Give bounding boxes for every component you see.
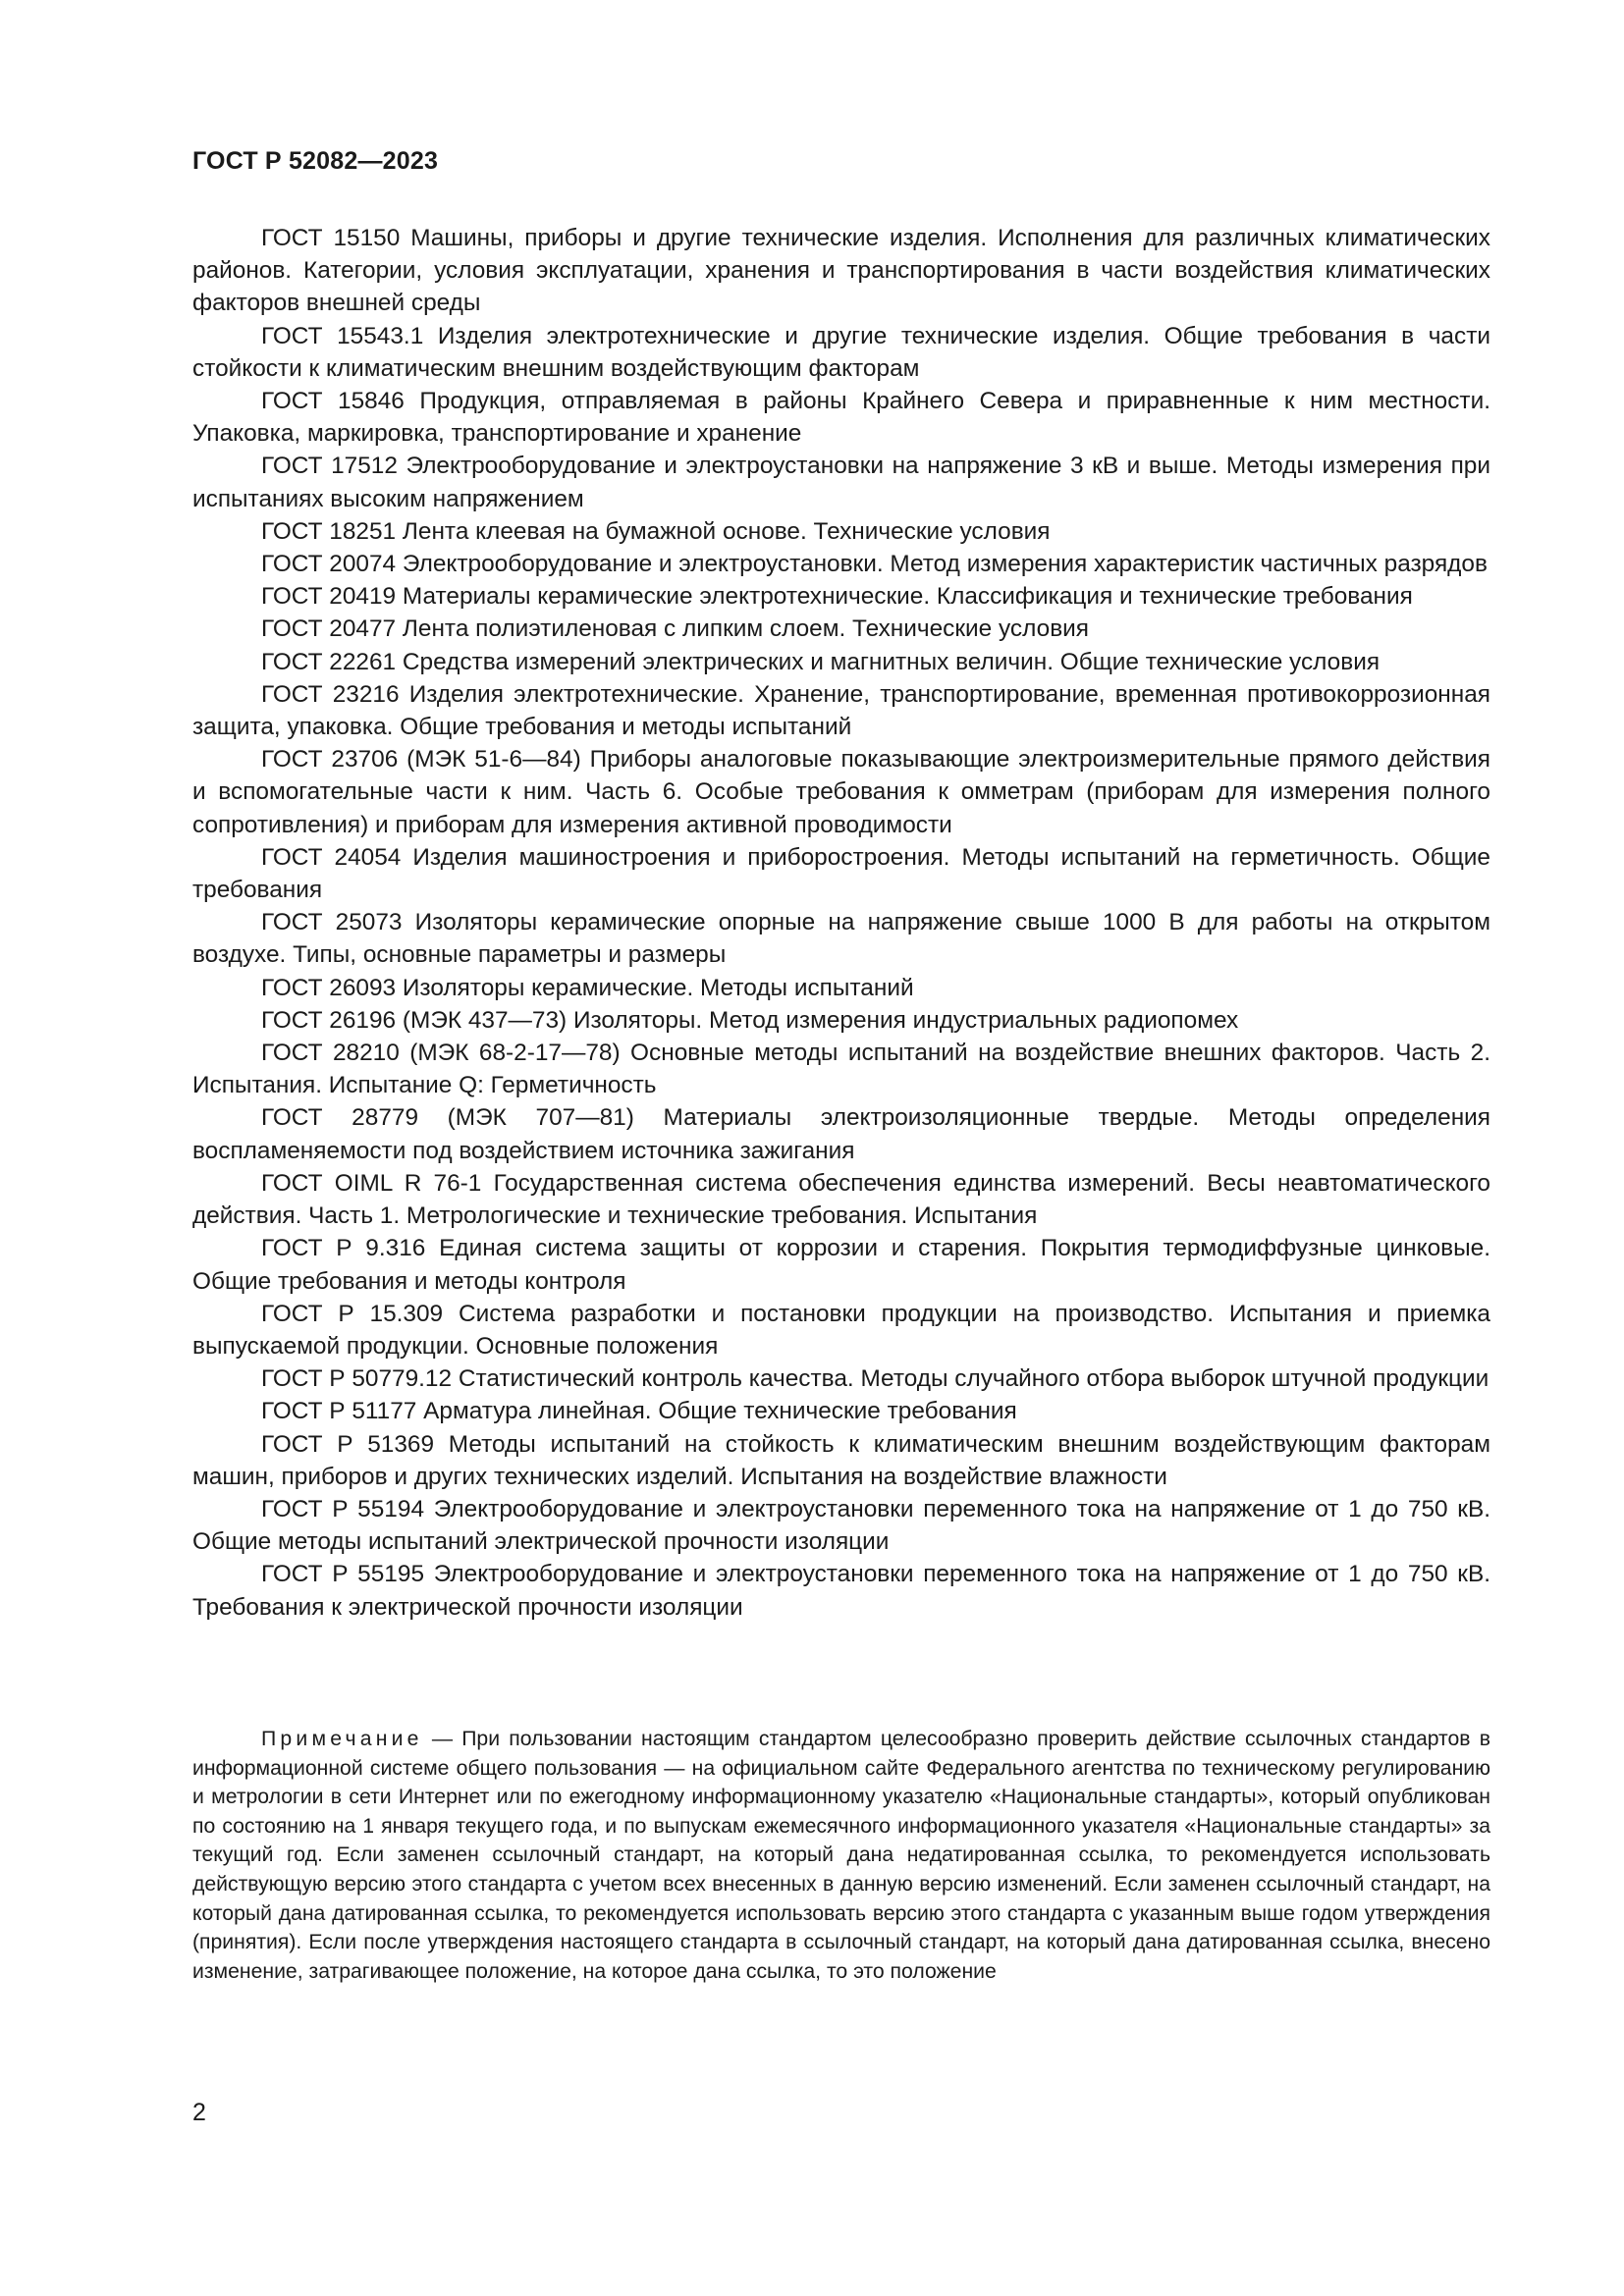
reference-item: ГОСТ 26196 (МЭК 437—73) Изоляторы. Метод измерения индустриальных радиопомех bbox=[261, 1006, 1239, 1034]
note-paragraph bbox=[192, 1725, 1490, 1986]
reference-item: ГОСТ 15846 Продукция, отправляемая в районы Крайнего Севера и приравненные к ним местности. Упаковка, маркировка, транспортирование и хранение bbox=[192, 388, 1490, 448]
document-header: ГОСТ Р 52082—2023 bbox=[192, 147, 439, 175]
note-text: При пользовании настоящим стандартом целесообразно проверить действие ссылочных стандартов в информационной системе общего пользования — на официальном сайте Федерального агентства по техническому регулированию и метрологии в сети Интернет или по ежегодному информационному указателю «Национальные стандарты», который опубликован по состоянию на 1 января текущего года, и по выпускам ежемесячного информационного указателя «Национальные стандарты» за текущий год. Если заменен ссылочный стандарт, на который дана недатированная ссылка, то рекомендуется использовать действующую версию этого стандарта с учетом всех внесенных в данную версию изменений. Если заменен ссылочный стандарт, на который дана датированная ссылка, то рекомендуется использовать версию этого стандарта с указанным выше годом утверждения (принятия). Если после утверждения настоящего стандарта в ссылочный стандарт, на который дана датированная ссылка, внесено изменение, затрагивающее положение, на которое дана ссылка, то это положение bbox=[192, 1728, 1490, 1983]
reference-item: ГОСТ 23216 Изделия электротехнические. Хранение, транспортирование, временная противокоррозионная защита, упаковка. Общие требования и методы испытаний bbox=[192, 680, 1490, 741]
reference-item: ГОСТ 23706 (МЭК 51-6—84) Приборы аналоговые показывающие электроизмерительные прямого действия и вспомогательные части к ним. Часть 6. Особые требования к омметрам (приборам для измерения полного сопротивления) и приборам для измерения активной проводимости bbox=[192, 746, 1490, 838]
reference-item: ГОСТ 20419 Материалы керамические электротехнические. Классификация и технические требования bbox=[261, 583, 1413, 611]
reference-item: ГОСТ 22261 Средства измерений электрических и магнитных величин. Общие технические условия bbox=[261, 648, 1380, 675]
reference-item: ГОСТ 28210 (МЭК 68-2-17—78) Основные методы испытаний на воздействие внешних факторов. Часть 2. Испытания. Испытание Q: Герметичность bbox=[192, 1040, 1490, 1099]
reference-item: ГОСТ 20074 Электрооборудование и электроустановки. Метод измерения характеристик частичных разрядов bbox=[261, 551, 1488, 578]
reference-item: ГОСТ 20477 Лента полиэтиленовая с липким слоем. Технические условия bbox=[261, 615, 1089, 643]
normative-references-list bbox=[192, 222, 1490, 1624]
reference-item: ГОСТ 17512 Электрооборудование и электроустановки на напряжение 3 кВ и выше. Методы измерения при испытаниях высоким напряжением bbox=[192, 453, 1490, 512]
reference-item: ГОСТ Р 51177 Арматура линейная. Общие технические требования bbox=[261, 1398, 1017, 1425]
reference-item: ГОСТ Р 51369 Методы испытаний на стойкость к климатическим внешним воздействующим факторам машин, приборов и других технических изделий. Испытания на воздействие влажности bbox=[192, 1430, 1490, 1490]
page-number: 2 bbox=[192, 2099, 206, 2126]
reference-item: ГОСТ Р 15.309 Система разработки и постановки продукции на производство. Испытания и приемка выпускаемой продукции. Основные положения bbox=[192, 1300, 1490, 1360]
reference-item: ГОСТ 24054 Изделия машиностроения и приборостроения. Методы испытаний на герметичность. Общие требования bbox=[192, 843, 1490, 904]
reference-item: ГОСТ Р 50779.12 Статистический контроль качества. Методы случайного отбора выборок штучной продукции bbox=[261, 1365, 1489, 1393]
note-block bbox=[192, 1725, 1490, 1986]
note-dash: — bbox=[422, 1728, 462, 1750]
reference-item: ГОСТ Р 55195 Электрооборудование и электроустановки переменного тока на напряжение от 1 до 750 кВ. Требования к электрической прочности изоляции bbox=[192, 1561, 1490, 1621]
reference-item: ГОСТ 28779 (МЭК 707—81) Материалы электроизоляционные твердые. Методы определения воспламеняемости под воздействием источника зажигания bbox=[192, 1104, 1490, 1164]
reference-item: ГОСТ 15543.1 Изделия электротехнические и другие технические изделия. Общие требования в части стойкости к климатическим внешним воздействующим факторам bbox=[192, 322, 1490, 382]
reference-item: ГОСТ 25073 Изоляторы керамические опорные на напряжение свыше 1000 В для работы на открытом воздухе. Типы, основные параметры и размеры bbox=[192, 909, 1490, 969]
note-label: Примечание bbox=[261, 1728, 423, 1750]
reference-item: ГОСТ 26093 Изоляторы керамические. Методы испытаний bbox=[261, 974, 914, 1001]
reference-item: ГОСТ 18251 Лента клеевая на бумажной основе. Технические условия bbox=[261, 517, 1051, 545]
reference-item: ГОСТ 15150 Машины, приборы и другие технические изделия. Исполнения для различных климатических районов. Категории, условия эксплуатации, хранения и транспортирования в части воздействия климатических факторов внешней среды bbox=[192, 225, 1490, 317]
reference-item: ГОСТ Р 9.316 Единая система защиты от коррозии и старения. Покрытия термодиффузные цинковые. Общие требования и методы контроля bbox=[192, 1235, 1490, 1295]
reference-item: ГОСТ OIML R 76-1 Государственная система обеспечения единства измерений. Весы неавтоматического действия. Часть 1. Метрологические и технические требования. Испытания bbox=[192, 1169, 1490, 1230]
reference-item: ГОСТ Р 55194 Электрооборудование и электроустановки переменного тока на напряжение от 1 до 750 кВ. Общие методы испытаний электрической прочности изоляции bbox=[192, 1495, 1490, 1556]
